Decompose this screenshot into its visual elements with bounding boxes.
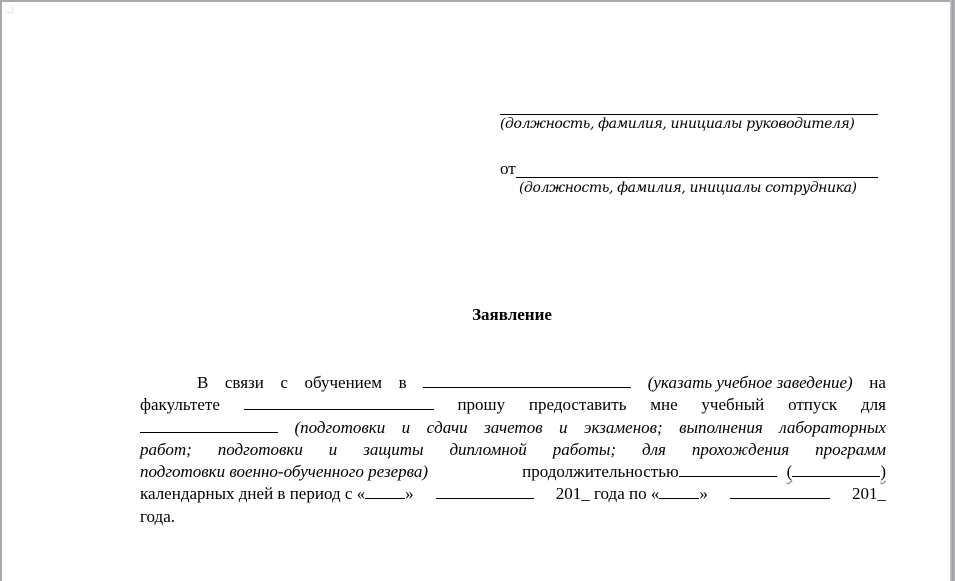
word: мне (650, 395, 678, 415)
word: на (869, 373, 886, 392)
end-day-blank[interactable] (659, 484, 699, 499)
end-month-blank[interactable] (730, 484, 830, 499)
paren-open: ( (786, 462, 793, 482)
sender-caption: (должность, фамилия, инициалы сотрудника) (519, 180, 857, 196)
word: связи (224, 373, 264, 392)
institution-blank[interactable] (423, 373, 631, 388)
body-line-1 (140, 372, 886, 394)
word: учебный (701, 395, 765, 415)
body-line-2 (140, 394, 886, 416)
leave-type-blank[interactable] (140, 418, 278, 433)
quote-close: » (405, 484, 414, 504)
recipient-fill-line[interactable] (500, 94, 878, 115)
duration-label: продолжительностью (522, 462, 679, 482)
grammar-check-squiggle[interactable] (679, 462, 886, 481)
page-edge-shadow (950, 0, 955, 581)
recipient-caption: (должность, фамилия, инициалы руководителя) (500, 116, 855, 132)
faculty-blank[interactable] (244, 395, 434, 410)
body-line-5 (140, 461, 886, 483)
word: обучением (304, 373, 383, 392)
leave-purpose-hint-end: подготовки военно-обученного резерва) (140, 462, 429, 482)
document-title: Заявление (472, 305, 552, 324)
duration-words-blank[interactable] (792, 462, 880, 477)
period-end-label: 201_ года по « (555, 484, 660, 504)
institution-hint: (указать учебное заведение) (647, 373, 853, 392)
word: В (197, 373, 209, 392)
addressee-block (500, 94, 878, 196)
sender-row (500, 158, 878, 179)
body-line-3 (140, 417, 886, 439)
duration-number-blank[interactable] (679, 462, 777, 477)
from-label: от (500, 159, 516, 178)
word: в (398, 373, 407, 392)
paren-close: ) (880, 462, 886, 482)
start-month-blank[interactable] (436, 484, 534, 499)
word: отпуск (788, 395, 838, 415)
leave-purpose-hint: (подготовки и сдачи зачетов и экзаменов; выполнения лабораторных (294, 417, 886, 437)
end-year: 201_ (851, 484, 886, 504)
start-day-blank[interactable] (365, 484, 405, 499)
body-line-4: работ; подготовки и защиты дипломной работы; для прохождения программ (140, 439, 886, 459)
word: прошу (457, 395, 506, 415)
word: факультете (140, 395, 220, 415)
word: с (280, 373, 288, 392)
application-body[interactable] (140, 372, 886, 528)
quote-close: » (699, 484, 708, 504)
word: для (860, 395, 886, 415)
period-start-label: календарных дней в период с « (140, 484, 366, 504)
text-boundary-corner-mark (6, 6, 13, 13)
sender-fill-line[interactable] (516, 158, 878, 178)
body-line-6 (140, 483, 886, 505)
word: предоставить (528, 395, 627, 415)
body-line-7: года. (140, 506, 176, 526)
